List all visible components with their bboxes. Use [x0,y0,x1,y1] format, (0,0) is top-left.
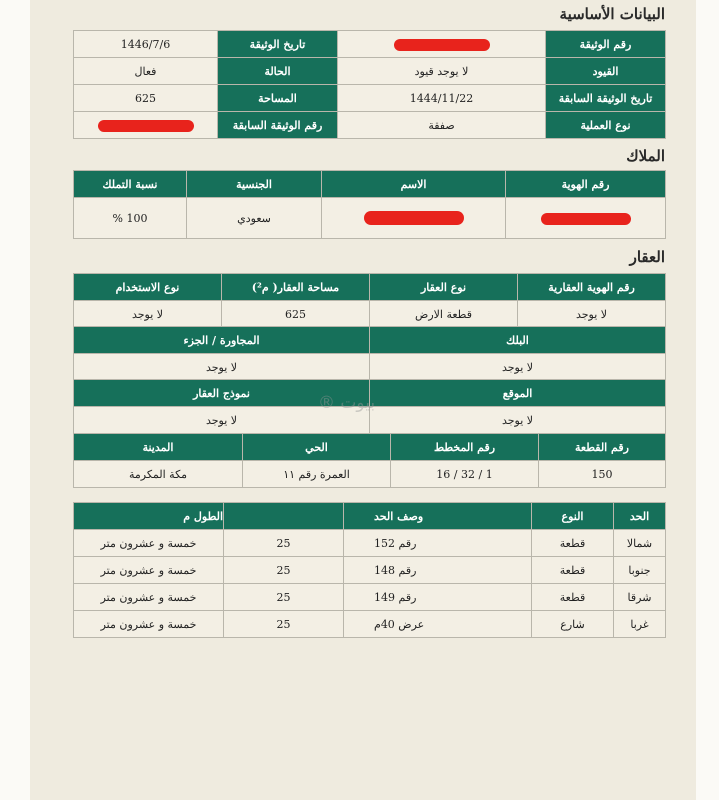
table-row [74,557,666,584]
value-plot-number: 150 [539,461,666,488]
header-plan-number: رقم المخطط [391,434,539,461]
section-title-basic: البيانات الأساسية [559,5,665,23]
header-usage-type: نوع الاستخدام [74,274,222,301]
header-property-id: رقم الهوية العقارية [518,274,666,301]
border-side: شرقا [614,584,666,611]
header-border-length: الطول م [74,503,224,530]
table-row [74,198,666,239]
border-length-text: خمسة و عشرون متر [74,611,224,638]
table-row [74,584,666,611]
border-side: جنوبا [614,557,666,584]
header-property-area: مساحة العقار( م²) [222,274,370,301]
owners-table [73,170,666,239]
property-table-4 [73,433,666,488]
border-desc: رقم 148 [344,557,532,584]
header-location: الموقع [370,380,666,407]
watermark-logo: بيوت ® [318,393,376,413]
page-margin-right [696,0,719,800]
value-prev-doc-number [74,112,218,139]
page-margin-left [0,0,30,800]
header-share: نسبة التملك [74,171,187,198]
redaction-mark [394,39,490,51]
border-length: 25 [224,584,344,611]
basic-data-table [73,30,666,139]
redaction-mark [541,213,631,225]
border-side: غربا [614,611,666,638]
redaction-mark [98,120,194,132]
header-district: الحي [243,434,391,461]
value-neighborhood-part: لا يوجد [74,354,370,381]
label-operation-type: نوع العملية [546,112,666,139]
header-neighborhood-part: المجاورة / الجزء [74,327,370,354]
border-desc: عرض 40م [344,611,532,638]
owner-share: 100 % [74,198,187,239]
header-property-model: نموذج العقار [74,380,370,407]
property-table-1 [73,273,666,328]
table-row [74,85,666,112]
value-prev-doc-date: 1444/11/22 [338,85,546,112]
border-side: شمالا [614,530,666,557]
label-prev-doc-date: تاريخ الوثيقة السابقة [546,85,666,112]
header-nationality: الجنسية [187,171,322,198]
value-location: لا يوجد [370,407,666,434]
header-plot-number: رقم القطعة [539,434,666,461]
border-type: قطعة [532,530,614,557]
table-header-row [74,503,666,530]
table-header-row [74,327,666,354]
value-status: فعال [74,58,218,85]
header-block: البلك [370,327,666,354]
table-row [74,461,666,488]
value-usage-type: لا يوجد [74,301,222,328]
border-length-text: خمسة و عشرون متر [74,530,224,557]
value-block: لا يوجد [370,354,666,381]
border-length: 25 [224,557,344,584]
table-row [74,31,666,58]
table-header-row [74,274,666,301]
header-name: الاسم [322,171,506,198]
value-property-area: 625 [222,301,370,328]
label-doc-date: تاريخ الوثيقة [218,31,338,58]
border-type: قطعة [532,584,614,611]
value-restrictions: لا يوجد قيود [338,58,546,85]
label-area: المساحة [218,85,338,112]
border-length-text: خمسة و عشرون متر [74,584,224,611]
value-doc-date: 1446/7/6 [74,31,218,58]
label-prev-doc-number: رقم الوثيقة السابقة [218,112,338,139]
label-restrictions: القيود [546,58,666,85]
value-district: العمرة رقم ١١ [243,461,391,488]
border-desc: رقم 149 [344,584,532,611]
header-id: رقم الهوية [506,171,666,198]
table-header-row [74,171,666,198]
table-row [74,530,666,557]
borders-table [73,502,666,638]
header-property-type: نوع العقار [370,274,518,301]
owner-id [506,198,666,239]
border-type: شارع [532,611,614,638]
table-row [74,58,666,85]
value-plan-number: 1 / 32 / 16 [391,461,539,488]
header-border-side: الحد [614,503,666,530]
label-status: الحالة [218,58,338,85]
redaction-mark [364,211,464,225]
value-property-type: قطعة الارض [370,301,518,328]
label-doc-number: رقم الوثيقة [546,31,666,58]
table-header-row [74,434,666,461]
value-area: 625 [74,85,218,112]
section-title-property: العقار [629,248,665,266]
header-border-len-number [224,503,344,530]
table-row [74,611,666,638]
property-table-2 [73,326,666,381]
header-border-desc: وصف الحد [344,503,532,530]
owner-name [322,198,506,239]
header-border-type: النوع [532,503,614,530]
header-city: المدينة [74,434,243,461]
border-length-text: خمسة و عشرون متر [74,557,224,584]
table-row [74,112,666,139]
border-length: 25 [224,611,344,638]
border-length: 25 [224,530,344,557]
border-desc: رقم 152 [344,530,532,557]
owner-nationality: سعودي [187,198,322,239]
value-city: مكة المكرمة [74,461,243,488]
table-row [74,301,666,328]
table-row [74,354,666,381]
border-type: قطعة [532,557,614,584]
value-doc-number [338,31,546,58]
value-property-model: لا يوجد [74,407,370,434]
value-property-id: لا يوجد [518,301,666,328]
value-operation-type: صفقة [338,112,546,139]
section-title-owners: الملاك [626,147,665,165]
